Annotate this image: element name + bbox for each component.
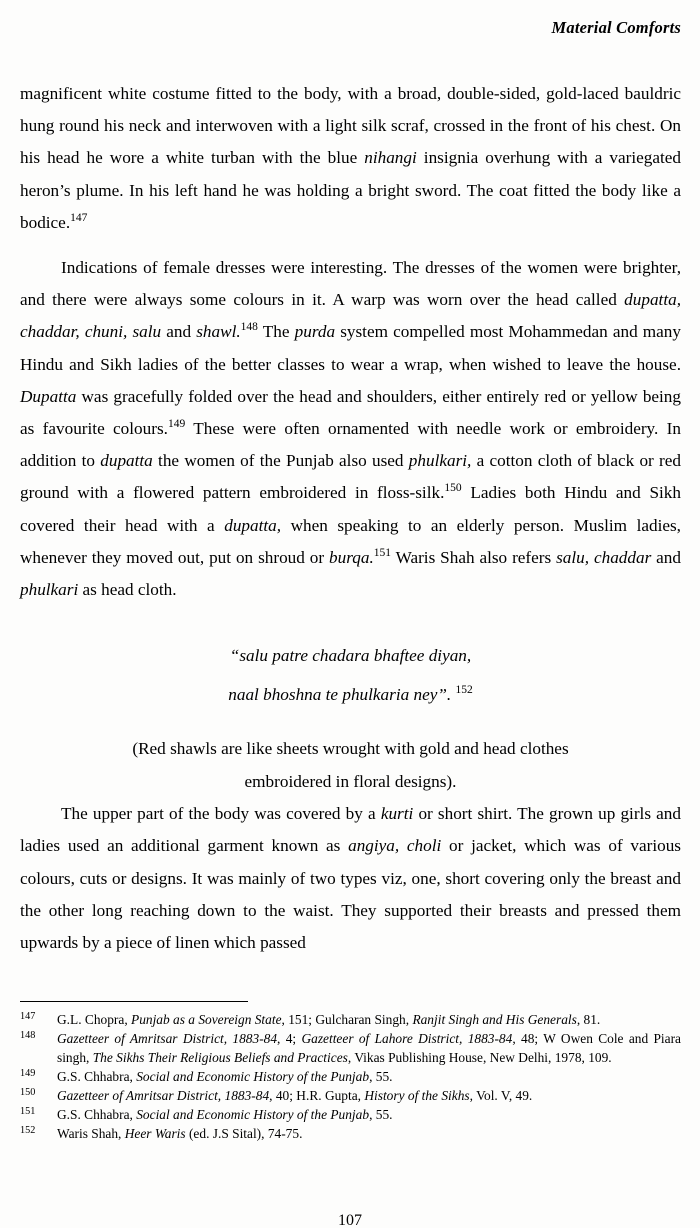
running-head: Material Comforts — [551, 18, 681, 37]
footnote-number: 151 — [20, 1105, 36, 1117]
footnote-item — [20, 1011, 681, 1030]
footnote-list — [20, 1011, 681, 1144]
verse-block — [20, 636, 681, 714]
body-column — [20, 78, 681, 959]
footnote-number: 149 — [20, 1067, 36, 1079]
footnote-item — [20, 1106, 681, 1125]
translation-line-2: embroidered in floral designs). — [244, 771, 457, 791]
footnote-number: 152 — [20, 1125, 36, 1137]
verse-line-2-text: naal bhoshna te phulkaria ney”. — [228, 685, 452, 705]
paragraph-2: Indications of female dresses were interesting. The dresses of the women were brighter, and there were always some colours in it. A warp was worn over the head called dupatta, chaddar, chuni, salu and shawl.$^{148}$ The purda system compelled most Mohammedan and many Hindu and Sikh ladies of the better classes to wear a wrap, when wished to leave the house. Dupatta was gracefully folded over the head and shoulders, either entirely red or yellow being as favourite colours.$^{149}$ These were often ornamented with needle work or embroidery. In addition to dupatta the women of the Punjab also used phulkari, a cotton cloth of black or red ground with a flowered pattern embroidered in floss-silk.$^{150}$ Ladies both Hindu and Sikh covered their head with a dupatta, when speaking to an elderly person. Muslim ladies, whenever they moved out, put on shroud or burqa.$^{151}$ Waris Shah also refers salu, chaddar and phulkari as head cloth. — [20, 258, 681, 600]
paragraph-3: The upper part of the body was covered by a kurti or short shirt. The grown up girls and ladies used an additional garment known as angiya, choli or jacket, which was of various colours, cuts or designs. It was mainly of two types viz, one, short covering only the breast and the other long reaching down to the waist. They supported their breasts and pressed them upwards by a piece of linen which passed — [20, 804, 681, 953]
footnote-item — [20, 1087, 681, 1106]
footnote-text: Gazetteer of Amritsar District, 1883-84, 40; H.R. Gupta, History of the Sikhs, Vol. V, 49. — [57, 1087, 533, 1103]
translation-block — [20, 733, 681, 798]
page-number: 107 — [338, 1212, 362, 1228]
footnote-text: G.S. Chhabra, Social and Economic History of the Punjab, 55. — [57, 1106, 393, 1122]
footnote-number: 148 — [20, 1030, 36, 1042]
paragraph-1: magnificent white costume fitted to the body, with a broad, double-sided, gold-laced bauldric hung round his neck and interwoven with a light silk scraf, crossed in the front of his chest. On his head he wore a white turban with the blue nihangi insignia overhung with a variegated heron’s plume. In his left hand he was holding a bright sword. The coat fitted the body like a bodice.$^{147}$ — [20, 84, 681, 232]
footnote-item — [20, 1125, 681, 1144]
footnotes-section — [20, 1001, 681, 1144]
verse-line-1: “salu patre chadara bhaftee diyan, — [229, 646, 472, 666]
footnote-text: Gazetteer of Amritsar District, 1883-84, 4; Gazetteer of Lahore District, 1883-84, 48; W Owen Cole and Piara singh, The Sikhs Their Religious Beliefs and Practices, Vikas Publishing House, New Delhi, 1978, 109. — [57, 1031, 681, 1065]
footnote-text: G.S. Chhabra, Social and Economic History of the Punjab, 55. — [57, 1068, 393, 1084]
verse-line-2 — [20, 675, 681, 714]
verse-footnote-ref: 152 — [455, 684, 473, 697]
footnote-number: 150 — [20, 1086, 36, 1098]
footnote-separator-rule — [20, 1001, 248, 1002]
footnote-text: G.L. Chopra, Punjab as a Sovereign State, 151; Gulcharan Singh, Ranjit Singh and His Generals, 81. — [57, 1012, 601, 1027]
footnote-item — [20, 1030, 681, 1067]
footnote-item — [20, 1068, 681, 1087]
footnote-number: 147 — [20, 1011, 36, 1022]
translation-line-1: (Red shawls are like sheets wrought with gold and head clothes — [132, 739, 569, 759]
footnote-text: Waris Shah, Heer Waris (ed. J.S Sital), 74-75. — [57, 1126, 303, 1142]
